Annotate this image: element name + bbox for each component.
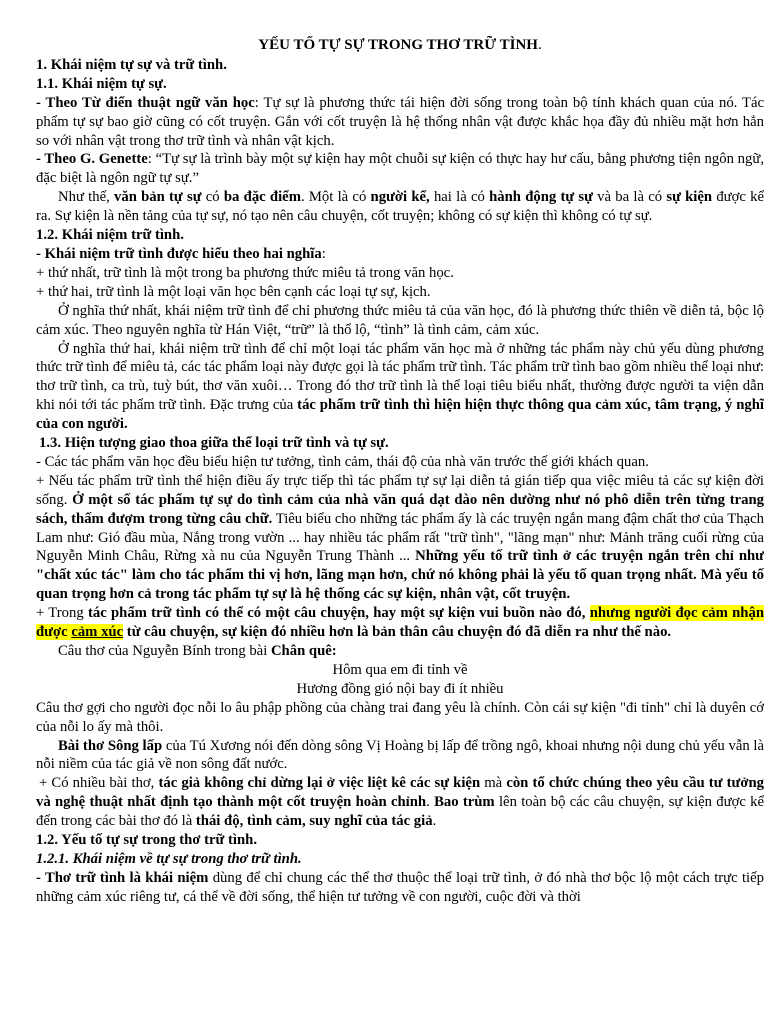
paragraph-hai-nghia: - Khái niệm trữ tình được hiểu theo hai nghĩa: — [36, 245, 326, 262]
paragraph-cau-tho: Câu thơ của Nguyễn Bính trong bài Chân quê: — [58, 643, 337, 659]
paragraph-cac-tac-pham: - Các tác phẩm văn học đều biểu hiện tư tưởng, tình cảm, thái độ của nhà văn trước thế giới khách quan. — [36, 453, 649, 470]
paragraph-trong-tac-pham-tru-tinh: + Trong tác phẩm trữ tình có thể có một câu chuyện, hay một sự kiện vui buồn nào đó, nhưng người đọc cảm nhận được cảm xúc từ câu chuyện, sự kiện đó nhiều hơn là bản thân câu chuyện đó đã diễn ra như thế nào. — [36, 605, 764, 641]
heading-1-3: 1.3. Hiện tượng giao thoa giữa thể loại trữ tình và tự sự. — [39, 435, 389, 452]
paragraph-theo-tu-dien: - Theo Từ điển thuật ngữ văn học: Tự sự là phương thức tái hiện đời sống trong toàn bộ tính khách quan của nó. Tác phẩm tự sự bao giờ cũng có cốt truyện. Gắn với cốt truyện là hệ thống nhân vật được khắc họa đầy đủ nhiều mặt hơn hẳn so với nhân vật trong thơ trữ tình và nhân vật kịch. — [36, 94, 764, 149]
document-title: YẾU TỐ TỰ SỰ TRONG THƠ TRỮ TÌNH. — [258, 37, 542, 53]
heading-1-2-yeu-to: 1.2. Yếu tố tự sự trong thơ trữ tình. — [36, 832, 258, 849]
heading-1-1: 1.1. Khái niệm tự sự. — [36, 75, 167, 92]
heading-1-2: 1.2. Khái niệm trữ tình. — [36, 227, 184, 244]
paragraph-tho-tru-tinh: - Thơ trữ tình là khái niệm dùng để chỉ chung các thể thơ thuộc thể loại trữ tình, ở đó nhà thơ bộc lộ một cách trực tiếp những cảm xúc riêng tư, cá thể về đời sống, thể hiện tư tưởng về con người, cuộc đời và thời — [36, 869, 764, 905]
heading-1-2-1: 1.2.1. Khái niệm về tự sự trong thơ trữ tình. — [36, 850, 302, 867]
paragraph-nhieu-bai-tho: + Có nhiều bài thơ, tác giả không chỉ dừng lại ở việc liệt kê các sự kiện mà còn tổ chức chúng theo yêu cầu tư tưởng và nghệ thuật nhất định tạo thành một cốt truyện hoàn chỉnh. Bao trùm lên toàn bộ các câu chuyện, sự kiện được kể đến trong các bài thơ đó là thái độ, tình cảm, suy nghĩ của tác giả. — [36, 775, 764, 830]
paragraph-nghia-thu-nhat: Ở nghĩa thứ nhất, khái niệm trữ tình để chỉ phương thức miêu tả của văn học, đó là phương thức thiên về diễn tả, bộc lộ cảm xúc. Theo nguyên nghĩa từ Hán Việt, “trữ” là thổ lộ, “tình” là tình cảm, cảm xúc. — [36, 302, 764, 338]
paragraph-song-lap: Bài thơ Sông lấp của Tú Xương nói đến dòng sông Vị Hoàng bị lấp để trồng ngô, khoai nhưng nội dung chủ yếu vẫn là nỗi niềm của tác giả về non sông đất nước. — [36, 737, 764, 773]
document-page — [36, 36, 764, 1024]
paragraph-theo-genette: - Theo G. Genette: “Tự sự là trình bày một sự kiện hay một chuỗi sự kiện có thực hay hư cấu, bằng phương tiện ngôn ngữ, đặc biệt là ngôn ngữ tự sự.” — [36, 151, 764, 187]
heading-1: 1. Khái niệm tự sự và trữ tình. — [36, 56, 227, 73]
verse-line-2: Hương đồng gió nội bay đi ít nhiều — [296, 680, 504, 697]
paragraph-nhu-the: Như thế, văn bản tự sự có ba đặc điểm. Một là có người kể, hai là có hành động tự sự và ba là có sự kiện được kể ra. Sự kiện là nền tảng của tự sự, nó tạo nên câu chuyện, cốt truyện; không có sự kiện thì không có tự sự. — [36, 189, 764, 225]
verse-line-1: Hôm qua em đi tỉnh về — [332, 661, 468, 678]
paragraph-neu-tac-pham: + Nếu tác phẩm trữ tình thể hiện điều ấy trực tiếp thì tác phẩm tự sự lại diễn tả gián tiếp qua việc miêu tả các sự kiện đời sống. Ở một số tác phẩm tự sự do tình cảm của nhà văn quá dạt dào nên dường như nó phô diễn trên từng trang sách, thấm đượm trong từng câu chữ. Tiêu biểu cho những tác phẩm ấy là các truyện ngắn mang đậm chất thơ của Thạch Lam như: Gió đầu mùa, Nắng trong vườn ... hay nhiều tác phẩm rất "trữ tình", "lãng mạn" như: Mảnh trăng cuối rừng của Nguyễn Minh Châu, Rừng xà nu của Nguyễn Trung Thành ... Những yếu tố trữ tình ở các truyện ngắn trên chỉ như "chất xúc tác" làm cho tác phẩm thi vị hơn, lãng mạn hơn, chứ nó không phải là yếu tố quan trọng nhất. Mà yếu tố quan trọng hơn cả trong tác phẩm tự sự là hệ thống các sự kiện, nhân vật, cốt truyện. — [36, 472, 764, 603]
list-item-thu-hai: + thứ hai, trữ tình là một loại văn học bên cạnh các loại tự sự, kịch. — [36, 283, 431, 300]
highlighted-underlined-text: cảm xúc — [71, 624, 124, 641]
list-item-thu-nhat: + thứ nhất, trữ tình là một trong ba phương thức miêu tả trong văn học. — [36, 264, 454, 281]
highlighted-text: nhưng người đọc cảm nhận được — [36, 605, 764, 641]
paragraph-nghia-thu-hai: Ở nghĩa thứ hai, khái niệm trữ tình để chỉ một loại tác phẩm văn học mà ở những tác phẩm này chủ yếu dùng phương thức trữ tình để miêu tả, các tác phẩm loại này được gọi là tác phẩm trữ tình. Tác phẩm trữ tình bao gồm nhiều thể loại như: thơ trữ tình, ca trù, tuỳ bút, thơ văn xuôi… Trong đó thơ trữ tình là thể loại tiêu biểu nhất, thường được người ta viện dẫn khi nói tới tác phẩm trữ tình. Đặc trưng của tác phẩm trữ tình thì hiện hiện thực thông qua cảm xúc, tâm trạng, ý nghĩ của con người. — [36, 340, 764, 433]
paragraph-cau-tho-goi: Câu thơ gợi cho người đọc nỗi lo âu phập phồng của chàng trai đang yêu là chính. Còn cái sự kiện "đi tỉnh" chỉ là duyên cớ của nỗi lo ấy mà thôi. — [36, 699, 764, 735]
